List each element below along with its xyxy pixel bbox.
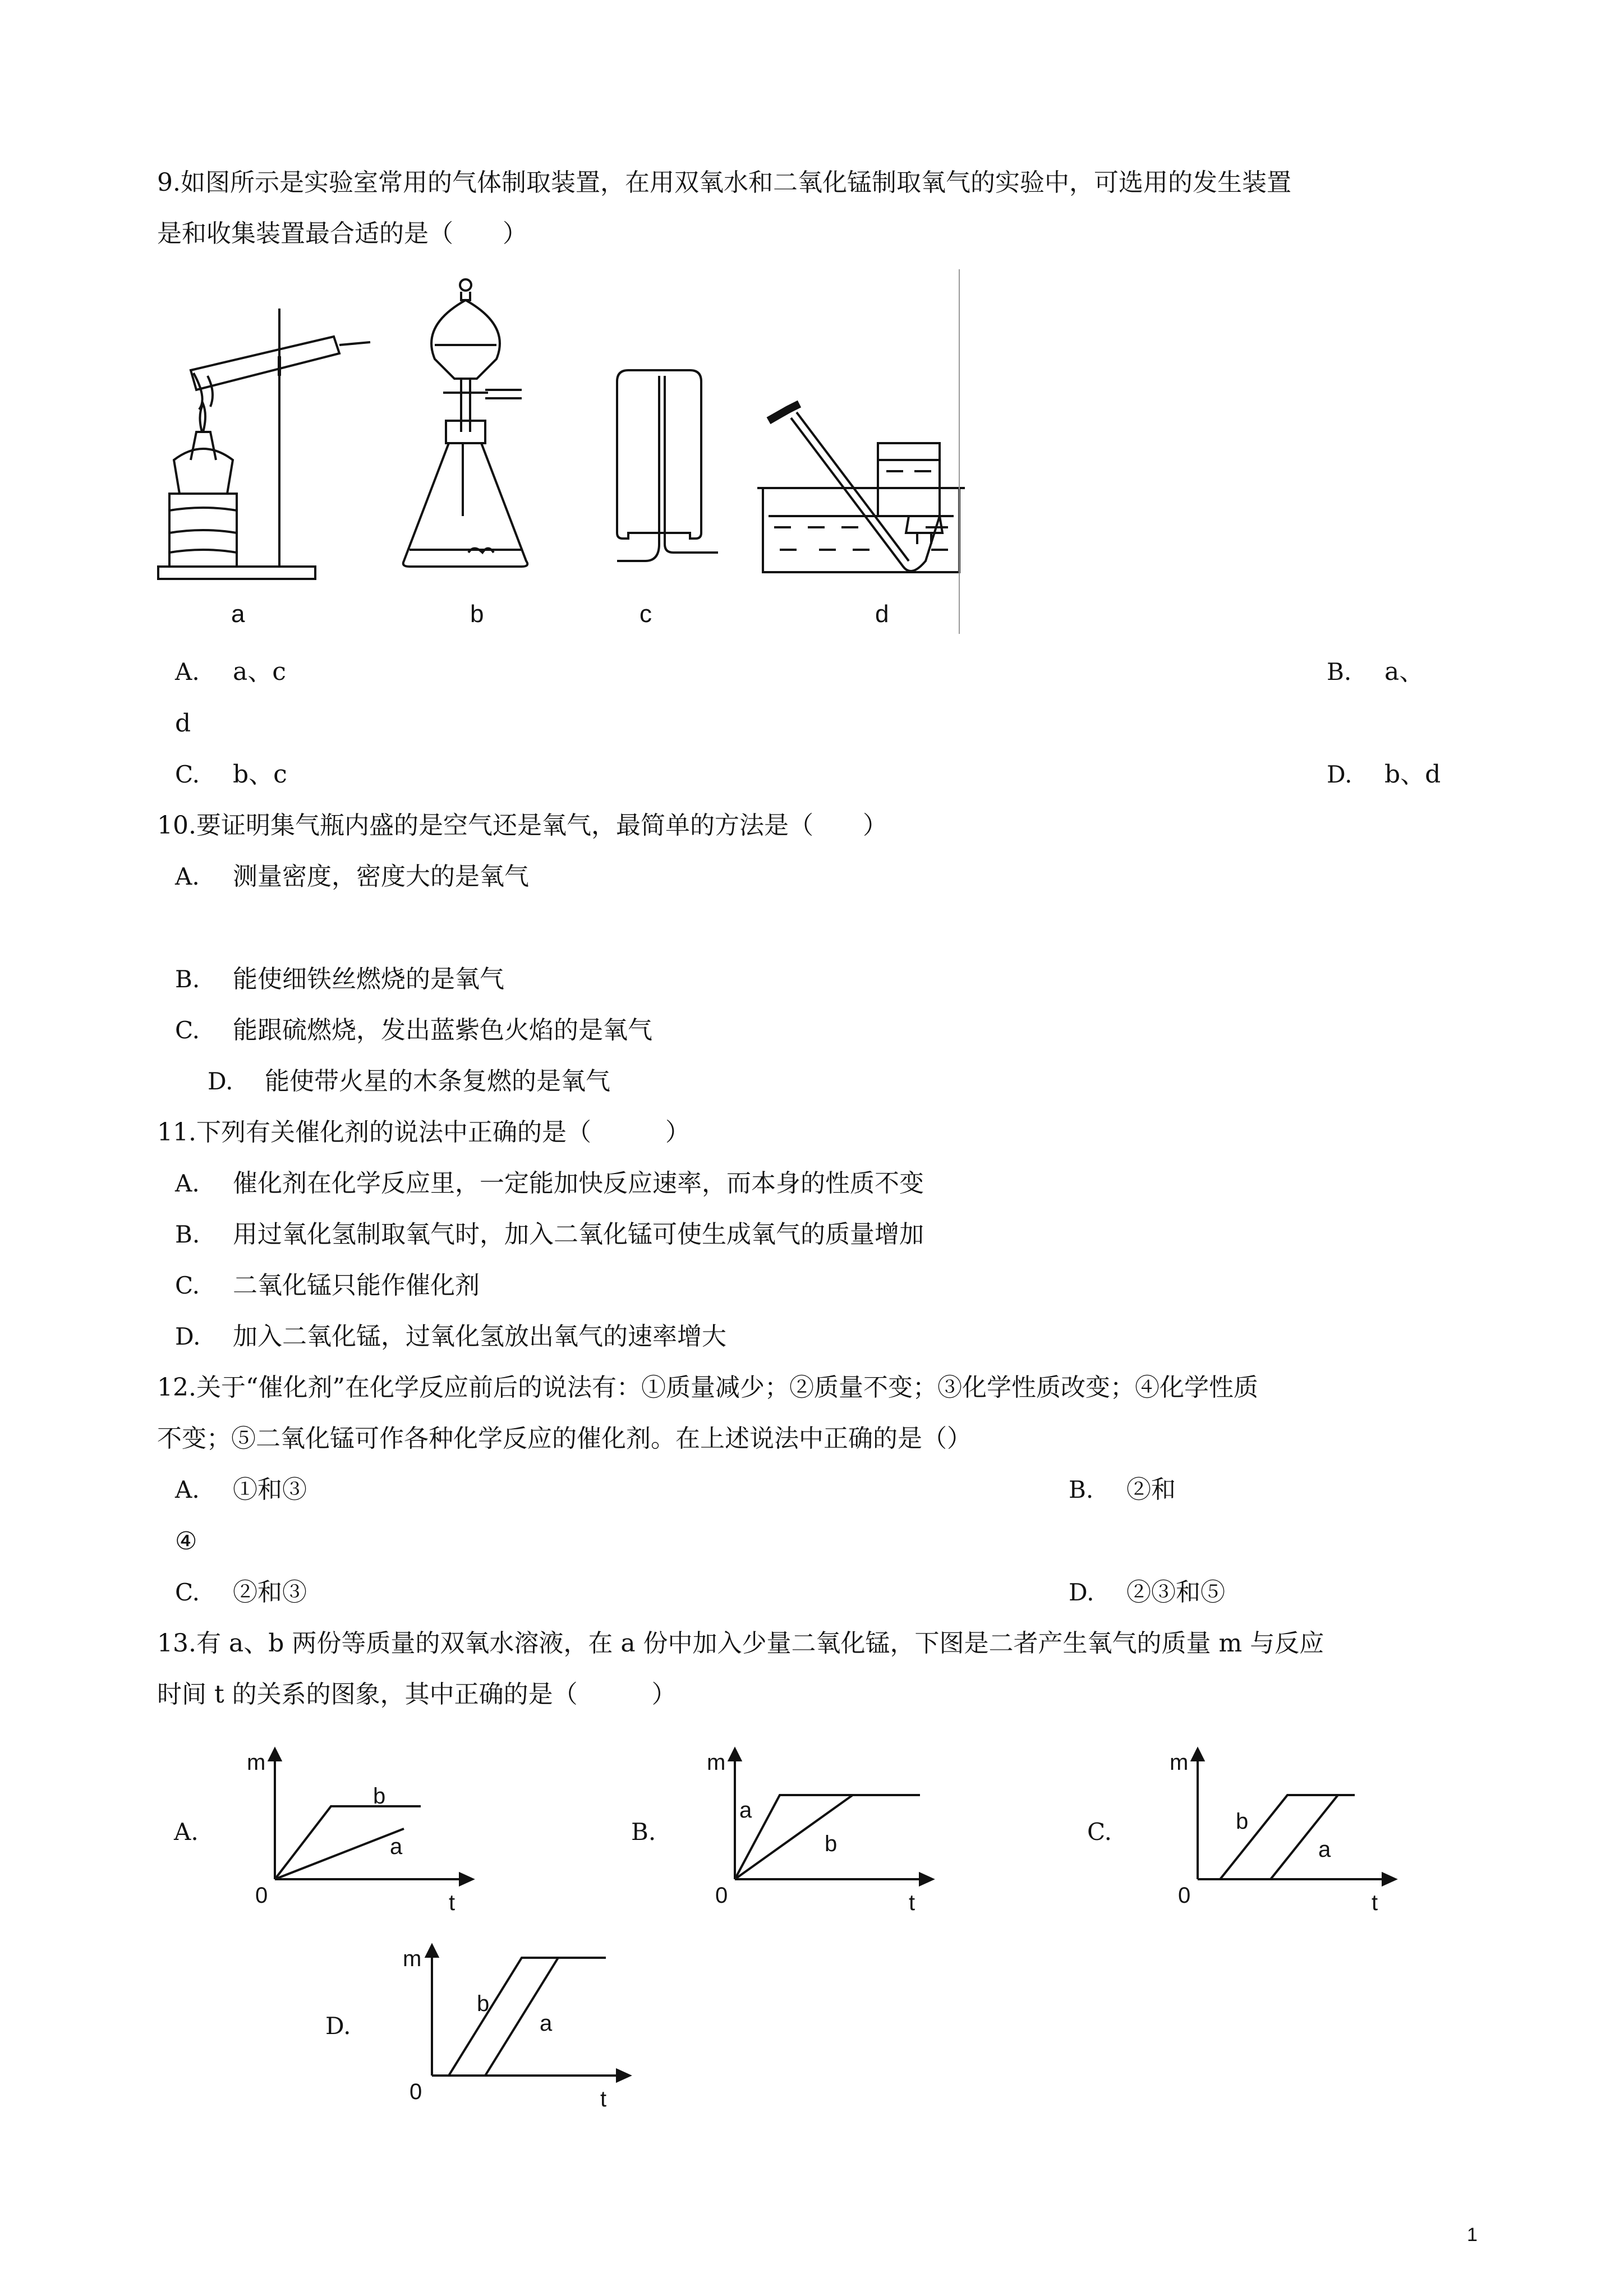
q9-option-c-letter: C. — [175, 761, 200, 788]
q10-option-d-text: 能使带火星的木条复燃的是氧气 — [265, 1067, 610, 1096]
q10-option-d-letter: D. — [208, 1068, 233, 1095]
q12-stem-line2: 不变；⑤二氧化锰可作各种化学反应的催化剂。在上述说法中正确的是（） — [157, 1424, 972, 1453]
q13-graph-d — [393, 1941, 640, 2109]
q13-graph-a — [236, 1745, 482, 1913]
q10-option-b-text: 能使细铁丝燃烧的是氧气 — [233, 965, 504, 993]
q13-stem-line1: 13.有 a、b 两份等质量的双氧水溶液，在 a 份中加入少量二氧化锰，下图是二者产生氧气的质量 m 与反应 — [157, 1629, 1324, 1658]
q13-graph-b-ylabel: m — [707, 1750, 726, 1775]
q13-graph-a-ylabel: m — [247, 1750, 266, 1775]
q12-option-d-text: ②③和⑤ — [1126, 1578, 1225, 1607]
q9-option-a-letter: A. — [175, 658, 200, 685]
q13-graph-a-series-a: a — [390, 1834, 403, 1859]
q12-option-b-wrap: ④ — [175, 1527, 197, 1556]
q9-option-b-wrap: d — [175, 709, 191, 738]
q10-stem: 10.要证明集气瓶内盛的是空气还是氧气，最简单的方法是（ ） — [157, 811, 887, 840]
apparatus-d-icon — [757, 404, 965, 572]
q12-option-a-text: ①和③ — [233, 1475, 307, 1504]
q13-stem-line2: 时间 t 的关系的图象，其中正确的是（ ） — [157, 1680, 677, 1709]
q9-option-b-letter: B. — [1327, 658, 1352, 685]
q13-graph-c-origin: 0 — [1178, 1883, 1191, 1908]
q13-graph-d-origin: 0 — [410, 2079, 422, 2104]
q12-option-d-letter: D. — [1069, 1579, 1094, 1606]
q12-option-c-text: ②和③ — [233, 1578, 307, 1607]
q13-graph-d-xlabel: t — [600, 2087, 607, 2111]
q11-option-c-text: 二氧化锰只能作催化剂 — [233, 1271, 480, 1300]
q13-graph-c-series-b: b — [1236, 1809, 1249, 1834]
apparatus-b-icon — [403, 279, 527, 567]
q9-apparatus-figure — [151, 269, 965, 634]
q13-graph-c — [1158, 1745, 1405, 1913]
q10-option-b-letter: B. — [175, 965, 200, 993]
q12-option-b-letter: B. — [1069, 1476, 1094, 1503]
q13-graph-a-xlabel: t — [449, 1890, 456, 1915]
q13-graph-b-origin: 0 — [715, 1883, 728, 1908]
q11-option-d-letter: D. — [175, 1323, 201, 1350]
q12-option-c-letter: C. — [175, 1579, 200, 1606]
q13-graph-a-series-b: b — [373, 1784, 386, 1809]
q10-option-a-text: 测量密度，密度大的是氧气 — [233, 862, 529, 891]
q9-option-b-text: a、 — [1384, 657, 1424, 686]
apparatus-label-d: d — [875, 600, 889, 628]
apparatus-label-b: b — [470, 600, 484, 628]
apparatus-c-icon — [617, 370, 718, 561]
q11-option-d-text: 加入二氧化锰，过氧化氢放出氧气的速率增大 — [233, 1322, 726, 1351]
q13-graph-c-letter: C. — [1087, 1818, 1112, 1846]
q13-graph-a-origin: 0 — [255, 1883, 268, 1908]
apparatus-a-icon — [158, 309, 370, 579]
q13-graph-c-xlabel: t — [1372, 1890, 1378, 1915]
q11-option-a-letter: A. — [175, 1170, 200, 1197]
q9-stem-line2: 是和收集装置最合适的是（ ） — [157, 219, 527, 248]
q9-option-d-text: b、d — [1384, 760, 1441, 789]
q13-graph-b-xlabel: t — [909, 1890, 915, 1915]
q13-graph-d-ylabel: m — [403, 1947, 422, 1971]
q13-graph-c-ylabel: m — [1170, 1750, 1189, 1775]
q13-graph-b-letter: B. — [631, 1818, 656, 1846]
q13-graph-b-series-b: b — [825, 1832, 838, 1856]
q12-stem-line1: 12.关于“催化剂”在化学反应前后的说法有：①质量减少；②质量不变；③化学性质改变；④化学性质 — [157, 1373, 1258, 1402]
q10-option-c-letter: C. — [175, 1016, 200, 1044]
q13-graph-b — [696, 1745, 942, 1913]
q13-graph-c-series-a: a — [1318, 1837, 1331, 1862]
q13-graph-b-series-a: a — [739, 1798, 752, 1823]
q11-option-c-letter: C. — [175, 1272, 200, 1299]
q9-option-a-text: a、c — [233, 657, 286, 686]
apparatus-label-a: a — [231, 600, 245, 628]
q9-stem-line1: 9.如图所示是实验室常用的气体制取装置，在用双氧水和二氧化锰制取氧气的实验中，可选用的发生装置 — [157, 168, 1291, 197]
q11-option-b-text: 用过氧化氢制取氧气时，加入二氧化锰可使生成氧气的质量增加 — [233, 1220, 924, 1249]
q10-option-a-letter: A. — [175, 863, 200, 890]
q12-option-b-text: ②和 — [1126, 1475, 1176, 1504]
q11-stem: 11.下列有关催化剂的说法中正确的是（ ） — [157, 1118, 690, 1147]
q13-graph-d-series-b: b — [477, 1991, 490, 2016]
apparatus-label-c: c — [640, 600, 652, 628]
page-number: 1 — [1467, 2224, 1478, 2246]
q13-graph-a-letter: A. — [174, 1818, 199, 1846]
q12-option-a-letter: A. — [175, 1476, 200, 1503]
q13-graph-d-series-a: a — [540, 2011, 553, 2036]
q11-option-a-text: 催化剂在化学反应里，一定能加快反应速率，而本身的性质不变 — [233, 1169, 924, 1198]
q13-graph-d-letter: D. — [325, 2012, 351, 2040]
q9-option-d-letter: D. — [1327, 761, 1352, 788]
q9-option-c-text: b、c — [233, 760, 287, 789]
q11-option-b-letter: B. — [175, 1221, 200, 1248]
q10-option-c-text: 能跟硫燃烧，发出蓝紫色火焰的是氧气 — [233, 1016, 652, 1045]
